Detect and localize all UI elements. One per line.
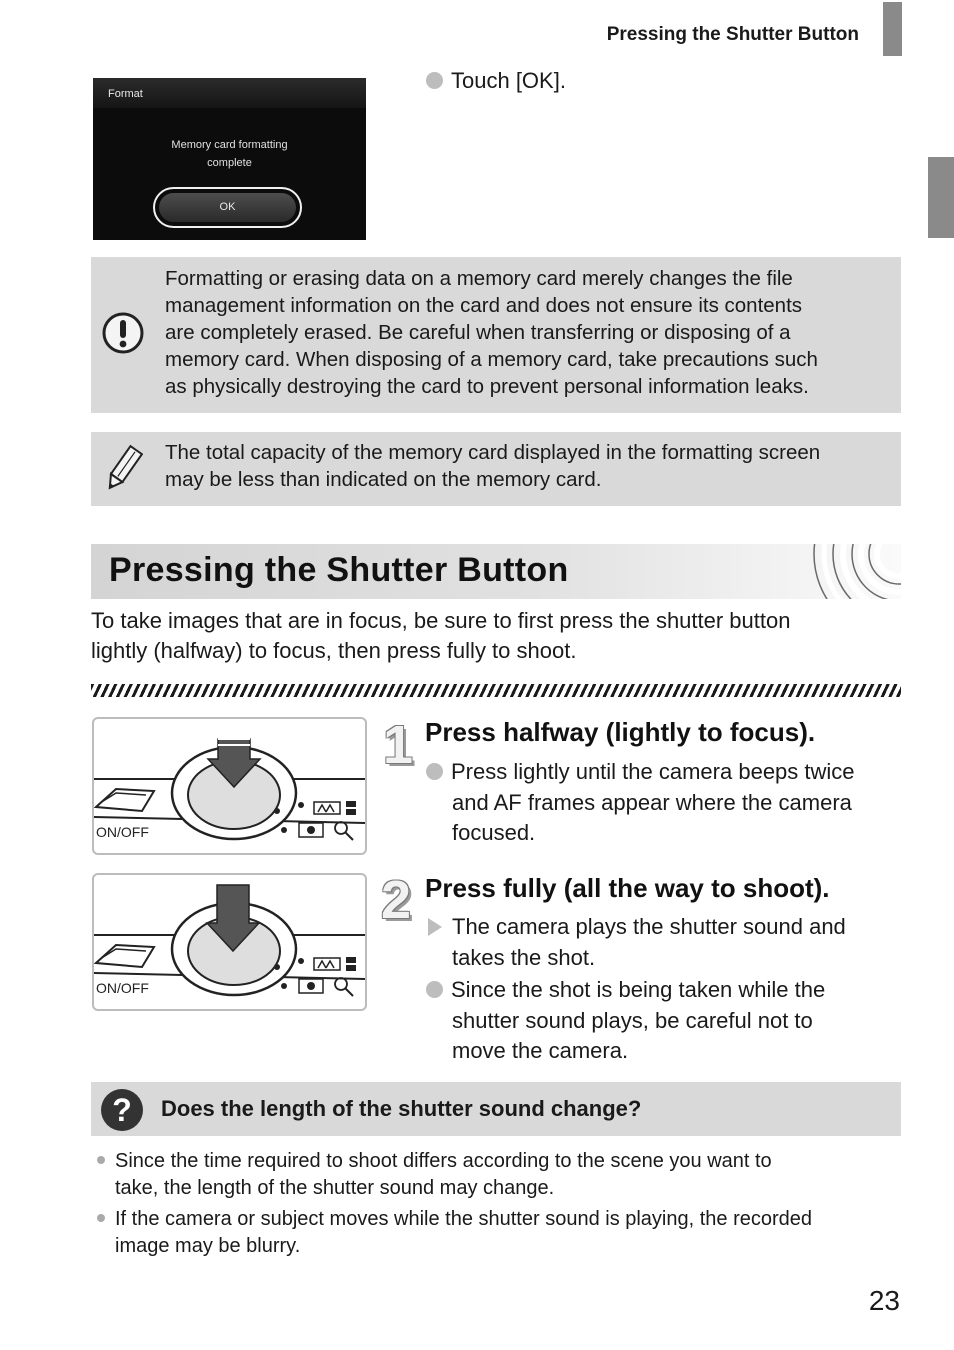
faq-bullet-line: image may be blurry.	[115, 1235, 301, 1257]
caution-box	[91, 257, 901, 413]
step-2-bullet-line: shutter sound plays, be careful not to	[452, 1007, 813, 1033]
section-header	[91, 544, 901, 599]
step-2-result-line: takes the shot.	[452, 944, 596, 970]
faq-bullet-line: If the camera or subject moves while the shutter sound is playing, the recorded	[115, 1208, 813, 1230]
lcd-title: Format	[108, 88, 143, 100]
step-2-number: 2	[381, 870, 412, 930]
lcd-ok-button: OK	[159, 193, 296, 222]
onoff-label: ON/OFF	[96, 824, 149, 840]
lcd-format-screen	[93, 78, 366, 240]
caution-line: memory card. When disposing of a memory card, take precautions such	[165, 348, 818, 371]
faq-bullet-1	[97, 1148, 897, 1202]
onoff-label: ON/OFF	[96, 980, 149, 996]
small-bullet-icon	[97, 1156, 105, 1164]
note-box	[91, 432, 901, 506]
intro-line: lightly (halfway) to focus, then press fully to shoot.	[91, 638, 577, 663]
step-1-heading: Press halfway (lightly to focus).	[425, 717, 816, 747]
step-2-bullet-line: move the camera.	[452, 1038, 629, 1063]
step-1-bullet-line: focused.	[452, 820, 536, 845]
step-2-bullet-line: Since the shot is being taken while the	[451, 977, 826, 1002]
note-line: The total capacity of the memory card displayed in the formatting screen	[165, 441, 821, 464]
pencil-icon	[103, 444, 143, 494]
small-bullet-icon	[97, 1214, 105, 1222]
camera-top-full-press-icon	[94, 875, 365, 1009]
step-1-bullet-line: and AF frames appear where the camera	[452, 789, 852, 815]
step-1-bullet	[426, 757, 901, 849]
illustration-full-press	[92, 873, 367, 1011]
running-header: Pressing the Shutter Button	[606, 24, 859, 45]
step-2-heading: Press fully (all the way to shoot).	[425, 873, 830, 903]
step-1-bullet-line: Press lightly until the camera beeps twice	[451, 759, 855, 784]
side-tab-marker	[928, 157, 954, 238]
intro-paragraph	[91, 606, 891, 666]
bullet-dot-icon	[426, 763, 443, 780]
result-arrow-icon	[428, 918, 442, 936]
bullet-dot-icon	[426, 981, 443, 998]
caution-icon	[101, 311, 145, 355]
hatch-divider	[91, 684, 901, 697]
page-number: 23	[868, 1285, 900, 1316]
faq-bullet-2	[97, 1206, 897, 1260]
camera-top-half-press-icon	[94, 719, 365, 853]
bullet-dot-icon	[426, 72, 443, 89]
header-tab-marker	[883, 2, 902, 56]
faq-bullet-line: take, the length of the shutter sound may change.	[115, 1177, 555, 1199]
speaker-waves-decoration	[781, 544, 901, 599]
step-1-number: 1	[383, 715, 414, 775]
note-line: may be less than indicated on the memory card.	[165, 468, 602, 491]
caution-line: management information on the card and does not ensure its contents	[165, 294, 803, 317]
intro-line: To take images that are in focus, be sure to first press the shutter button	[91, 608, 791, 633]
illustration-half-press	[92, 717, 367, 855]
note-text	[165, 439, 895, 493]
caution-line: Formatting or erasing data on a memory card merely changes the file	[165, 267, 793, 290]
faq-question: Does the length of the shutter sound change?	[161, 1096, 642, 1121]
section-title: Pressing the Shutter Button	[109, 551, 569, 589]
step-2-result-line: The camera plays the shutter sound and	[452, 914, 846, 939]
question-icon: ?	[101, 1089, 143, 1131]
faq-header	[91, 1082, 901, 1136]
caution-line: are completely erased. Be careful when transferring or disposing of a	[165, 321, 791, 344]
caution-line: as physically destroying the card to prevent personal information leaks.	[165, 375, 809, 398]
touch-ok-text: Touch [OK].	[451, 68, 566, 93]
touch-ok-instruction	[426, 66, 566, 97]
lcd-message-line1: Memory card formatting	[171, 139, 288, 151]
lcd-message-line2: complete	[207, 157, 252, 169]
step-2-bullet	[426, 975, 901, 1067]
step-2-result	[426, 912, 901, 973]
faq-bullet-line: Since the time required to shoot differs according to the scene you want to	[115, 1150, 772, 1172]
lcd-message	[93, 136, 366, 172]
caution-text	[165, 265, 895, 400]
